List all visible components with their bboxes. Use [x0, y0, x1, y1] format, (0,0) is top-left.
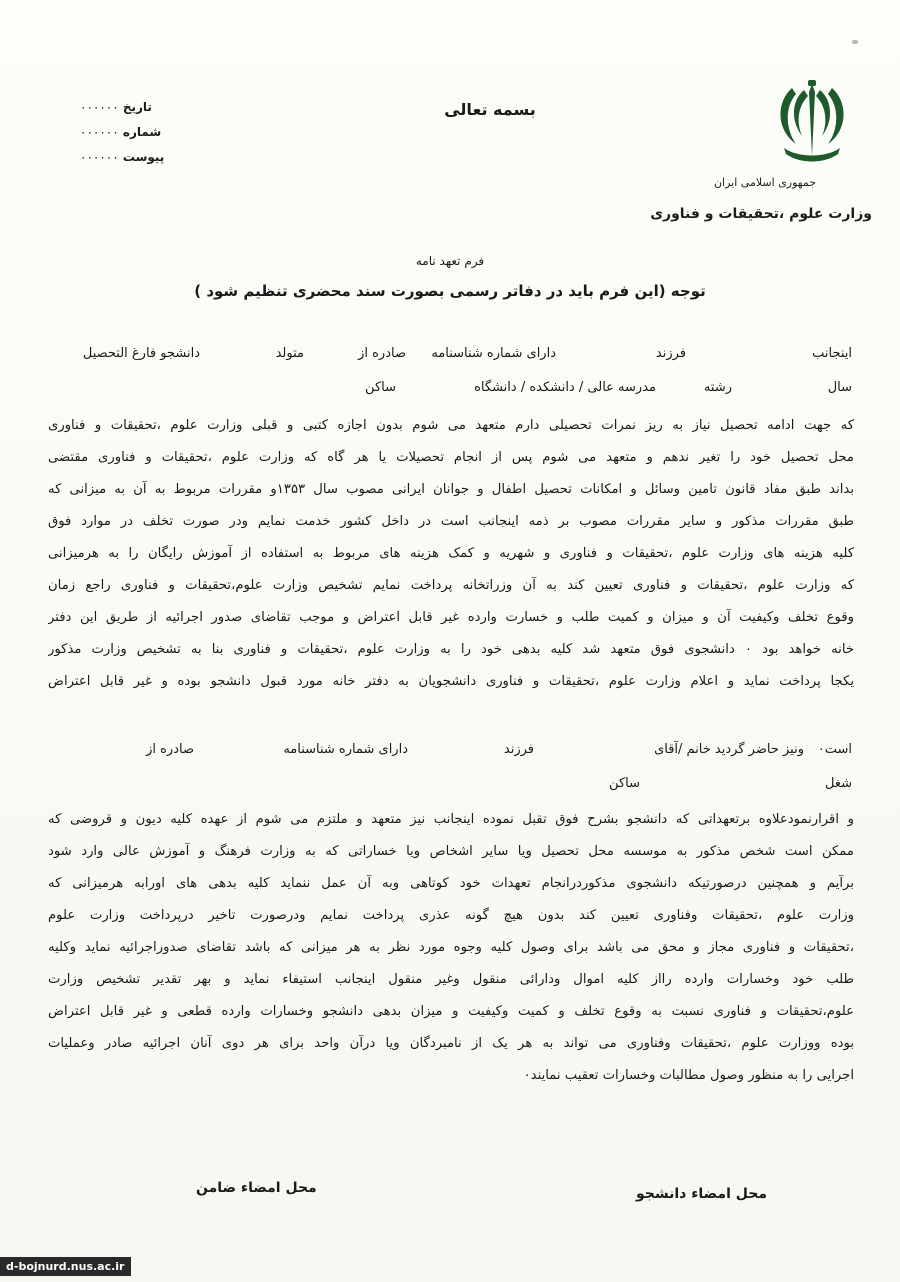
- fields-row-4: [48, 776, 852, 798]
- guarantor-id-number-label: دارای شماره شناسنامه: [283, 742, 408, 757]
- number-line: [80, 125, 161, 139]
- guarantor-present-label: ونیز حاضر گردید خانم /آقای: [654, 742, 804, 757]
- basmala: بسمه تعالی: [444, 100, 536, 119]
- paragraph-line: وقوع تخلف وکیفیت آن و میزان و کمیت طلب و خسارت وارده غیر قابل اعتراض و موجب تقاضای صدور اجرائیه از طریق این دفتر: [48, 610, 854, 625]
- institution-label: مدرسه عالی / دانشکده / دانشگاه: [474, 380, 656, 395]
- paragraph-line: بداند طبق مفاد قانون تامین وسائل و امکانات تحصیل اطفال و جوانان ایرانی مصوب سال ۱۳۵۳و مقررات مربوط به آن به میزانی که: [48, 482, 854, 497]
- scan-speck: [852, 40, 858, 44]
- iran-emblem-icon: [762, 78, 862, 168]
- number-label: شماره: [122, 125, 162, 139]
- ministry-name: وزارت علوم ،تحقیقات و فناوری: [650, 206, 872, 222]
- paragraph-line: که جهت ادامه تحصیل نیاز به ریز نمرات تحصیلی دارم متعهد می شوم بدون اجازه کتبی و قبلی وزارت علوم ،تحقیقات و فناوری: [48, 418, 854, 433]
- born-label: متولد: [275, 346, 304, 361]
- paragraph-line: طبق مقررات مذکور و سایر مقررات مصوب بر ذمه اینجانب است در داخل کشور خدمت نمایم ودر صورت تخلف در موارد فوق: [48, 514, 854, 529]
- paragraph-line: اجرایی را به منظور وصول مطالبات وخسارات تعقیب نمایند۰: [523, 1068, 854, 1083]
- paragraph-line: محل تحصیل خود را تغیر ندهم و متعهد می شوم پس از انجام تحصیلات یا هر گاه که وزارت علوم ،تحقیقات و فناوری مقتضی: [48, 450, 854, 465]
- resident-label: ساکن: [365, 380, 396, 395]
- attachment-value: ۰۰۰۰۰۰: [80, 150, 119, 164]
- paragraph-line: ،تحقیقات و فناوری مجاز و محق می باشد برای وصول کلیه وجوه مورد نظر به هر میزانی که باشد تقاضای صدوراجرائیه نماید وکلیه: [48, 940, 854, 955]
- major-label: رشته: [703, 380, 732, 395]
- year-label: سال: [827, 380, 852, 395]
- number-value: ۰۰۰۰۰۰: [80, 125, 119, 139]
- form-title: فرم تعهد نامه: [415, 254, 485, 268]
- attachment-label: پیوست: [122, 150, 165, 164]
- fields-row-3: [48, 742, 852, 764]
- paragraph-line: برآیم و همچنین درصورتیکه دانشجوی مذکوردرانجام تعهدات خود کوتاهی وبه آن عمل ننماید کلیه بدهی های اورابه هرمیزانی که: [48, 876, 854, 891]
- paragraph-line: کلیه هزینه های وزارت علوم ،تحقیقات و فناوری و شهریه و کمک هزینه های مربوط به استفاده از آموزش رایگان را به هرمیزانی: [48, 546, 854, 561]
- date-label: تاریخ: [122, 100, 152, 114]
- paragraph-line: یکجا پرداخت نماید و اعلام وزارت علوم ،تحقیقات و فناوری دانشجویان به دفتر خانه مورد قبول دانشجو بوده و غیر قابل اعتراض: [48, 674, 854, 689]
- guarantor-resident-label: ساکن: [609, 776, 640, 791]
- id-number-label: دارای شماره شناسنامه: [431, 346, 556, 361]
- graduate-label: دانشجو فارغ التحصیل: [82, 346, 200, 361]
- guarantor-paragraph: [48, 804, 854, 1092]
- fields-row-2: [48, 380, 852, 402]
- paragraph-line: طلب خود وخسارات وارده رااز کلیه اموال ودارائی منقول وغیر منقول اینجانب استیفاء نماید و بهر تقدیر تشخیص وزارت: [48, 972, 854, 987]
- paragraph-line: بوده ووزارت علوم ،تحقیقات وفناوری می تواند به هر یک از نامبردگان ویا درآن واحد برای هر دوی آنان اجرائیه صادر وعملیات: [48, 1036, 854, 1051]
- occupation-label: شغل: [824, 776, 852, 791]
- commitment-paragraph-1: [48, 410, 854, 698]
- site-watermark: d-bojnurd.nus.ac.ir: [0, 1257, 131, 1276]
- paragraph-line: که وزارت علوم ،تحقیقات و فناوری تعیین کند به آن وزراتخانه پرداخت نمایم تشخیص وزارت علوم،تحقیقات و فناوری راجع زمان: [48, 578, 854, 593]
- child-of-label: فرزند: [655, 346, 686, 361]
- guarantor-signature-label: محل امضاء ضامن: [196, 1180, 317, 1196]
- guarantor-child-of-label: فرزند: [503, 742, 534, 757]
- end-word: است۰: [817, 742, 852, 757]
- undersigned-label: اینجانب: [812, 346, 852, 361]
- republic-name: جمهوری اسلامی ایران: [713, 176, 816, 189]
- date-value: ۰۰۰۰۰۰: [80, 100, 119, 114]
- notice-heading: توجه (این فرم باید در دفاتر رسمی بصورت سند محضری تنظیم شود ): [194, 282, 706, 300]
- paragraph-line: ممکن است شخص مذکور به موسسه محل تحصیل ویا سایر اشخاص ویا خساراتی که به وزارت فرهنگ و آموزش عالی وارد شود: [48, 844, 854, 859]
- paragraph-line: علوم،تحقیقات و فناوری نسبت به وقوع تخلف و کمیت وکیفیت و میزان بدهی دانشجو وخسارات وارده قطعی و غیر قابل اعتراض: [48, 1004, 854, 1019]
- issued-from-label: صادره از: [358, 346, 406, 361]
- date-line: [80, 100, 152, 114]
- paragraph-line: خانه خواهد بود ۰ دانشجوی فوق متعهد شد کلیه بدهی خود را به وزارت علوم ،تحقیقات و فناوری بنا به تشخیص وزارت مذکور: [48, 642, 854, 657]
- attachment-line: [80, 150, 164, 164]
- paragraph-line: وزارت علوم ،تحقیقات وفناوری تعیین کند بدون هیچ گونه عذری پرداخت نمایم ودرصورت تاخیر درپرداخت وزارت علوم: [48, 908, 854, 923]
- fields-row-1: [48, 346, 852, 368]
- paragraph-line: و اقرارنمودعلاوه برتعهداتی که دانشجو بشرح فوق تقبل نموده اینجانب نیز متعهد و ملتزم می شوم از عهده کلیه دیون و قروضی که: [48, 812, 854, 827]
- student-signature-label: محل امضاء دانشجو: [636, 1186, 768, 1202]
- guarantor-issued-from-label: صادره از: [146, 742, 194, 757]
